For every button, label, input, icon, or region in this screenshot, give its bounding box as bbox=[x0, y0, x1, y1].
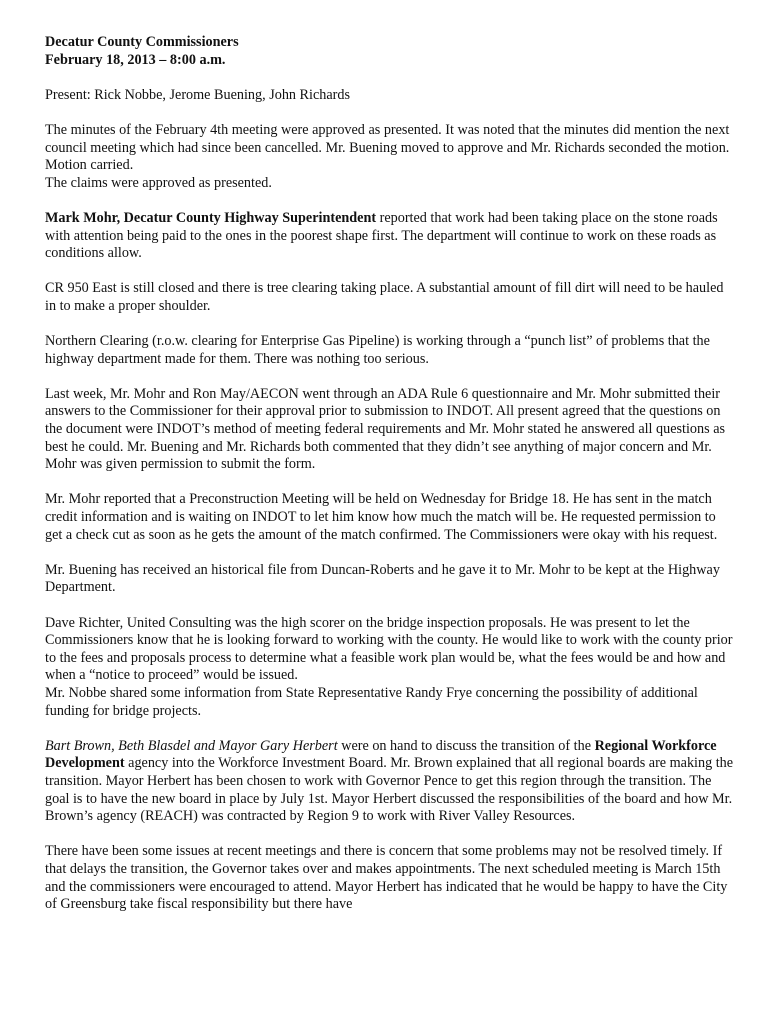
visitor-names: Bart Brown, Beth Blasdel and Mayor Gary Herbert bbox=[45, 737, 338, 754]
attendance-line: Present: Rick Nobbe, Jerome Buening, John Richards bbox=[45, 86, 350, 103]
paragraph-united-consulting: Dave Richter, United Consulting was the high scorer on the bridge inspection proposals. He was present to let the Commissioners know that he is looking forward to working with the county. He would like to work with the county prior to the fees and proposals process to determine what a feasible work plan would be, what the fees would be and how and when a “notice to proceed” would be issued. bbox=[45, 614, 733, 684]
speaker-name: Mark Mohr, Decatur County Highway Superintendent bbox=[45, 209, 377, 226]
paragraph-highway-report bbox=[45, 210, 735, 263]
spacer bbox=[45, 69, 735, 87]
paragraph-text: reported that work had been taking place on the stone roads with attention being paid to the ones in the poorest shape first. The department will continue to work on these roads as conditions allow. bbox=[45, 209, 718, 262]
paragraph-claims: The claims were approved as presented. bbox=[45, 174, 272, 191]
paragraph-historical-file: Mr. Buening has received an historical file from Duncan-Roberts and he gave it to Mr. Mohr to be kept at the Highway Department. bbox=[45, 561, 720, 596]
heading-org: Decatur County Commissioners bbox=[45, 34, 239, 50]
paragraph-northern-clearing: Northern Clearing (r.o.w. clearing for Enterprise Gas Pipeline) is working through a “punch list” of problems that the highway department made for them. There was nothing too serious. bbox=[45, 333, 710, 367]
document-heading bbox=[45, 34, 735, 69]
heading-date: February 18, 2013 – 8:00 a.m. bbox=[45, 51, 226, 68]
paragraph-text: agency into the Workforce Investment Board. Mr. Brown explained that all regional boards are making the transition. Mayor Herbert has been chosen to work with Governor Pence to get this region through the transition. The goal is to have the new board in place by July 1st. Mayor Herbert discussed the responsibilities of the board and how Mr. Brown’s agency (REACH) was contracted by Region 9 to work with River Valley Resources. bbox=[45, 755, 734, 825]
paragraph-ada-questionnaire: Last week, Mr. Mohr and Ron May/AECON went through an ADA Rule 6 questionnaire and Mr. Mohr submitted their answers to the Commissioner for their approval prior to submission to INDOT. All present agreed that the questions on the document were INDOT’s method of meeting federal requirements and Mr. Mohr stated he answered all questions as best he could. Mr. Buening and Mr. Richards both commented that they didn’t see anything of major concern and Mr. Mohr was given permission to submit the form. bbox=[45, 385, 726, 473]
paragraph-text: were on hand to discuss the transition of the bbox=[337, 737, 595, 754]
paragraph-issues: There have been some issues at recent meetings and there is concern that some problems may not be resolved timely. If that delays the transition, the Governor takes over and makes appointments. The next scheduled meeting is March 15th and the commissioners were encouraged to attend. Mayor Herbert has indicated that he would be happy to have the City of Greensburg take fiscal responsibility but there have bbox=[45, 843, 728, 913]
paragraph-preconstruction: Mr. Mohr reported that a Preconstruction Meeting will be held on Wednesday for Bridge 18. He has sent in the match credit information and is waiting on INDOT to let him know how much the match will be. He requested permission to get a check cut as soon as he gets the amount of the match confirmed. The Commissioners were okay with his request. bbox=[45, 491, 718, 543]
paragraph-workforce bbox=[45, 738, 735, 826]
agency-name: Regional Workforce Development bbox=[45, 737, 717, 772]
paragraph-cr950: CR 950 East is still closed and there is tree clearing taking place. A substantial amount of fill dirt will need to be hauled in to make a proper shoulder. bbox=[45, 280, 724, 314]
document-page bbox=[45, 34, 735, 931]
paragraph-bridge-funding: Mr. Nobbe shared some information from State Representative Randy Frye concerning the possibility of additional funding for bridge projects. bbox=[45, 684, 698, 719]
paragraph-minutes: The minutes of the February 4th meeting were approved as presented. It was noted that the minutes did mention the next council meeting which had since been cancelled. Mr. Buening moved to approve and Mr. Richards seconded the motion. Motion carried. bbox=[45, 121, 730, 174]
